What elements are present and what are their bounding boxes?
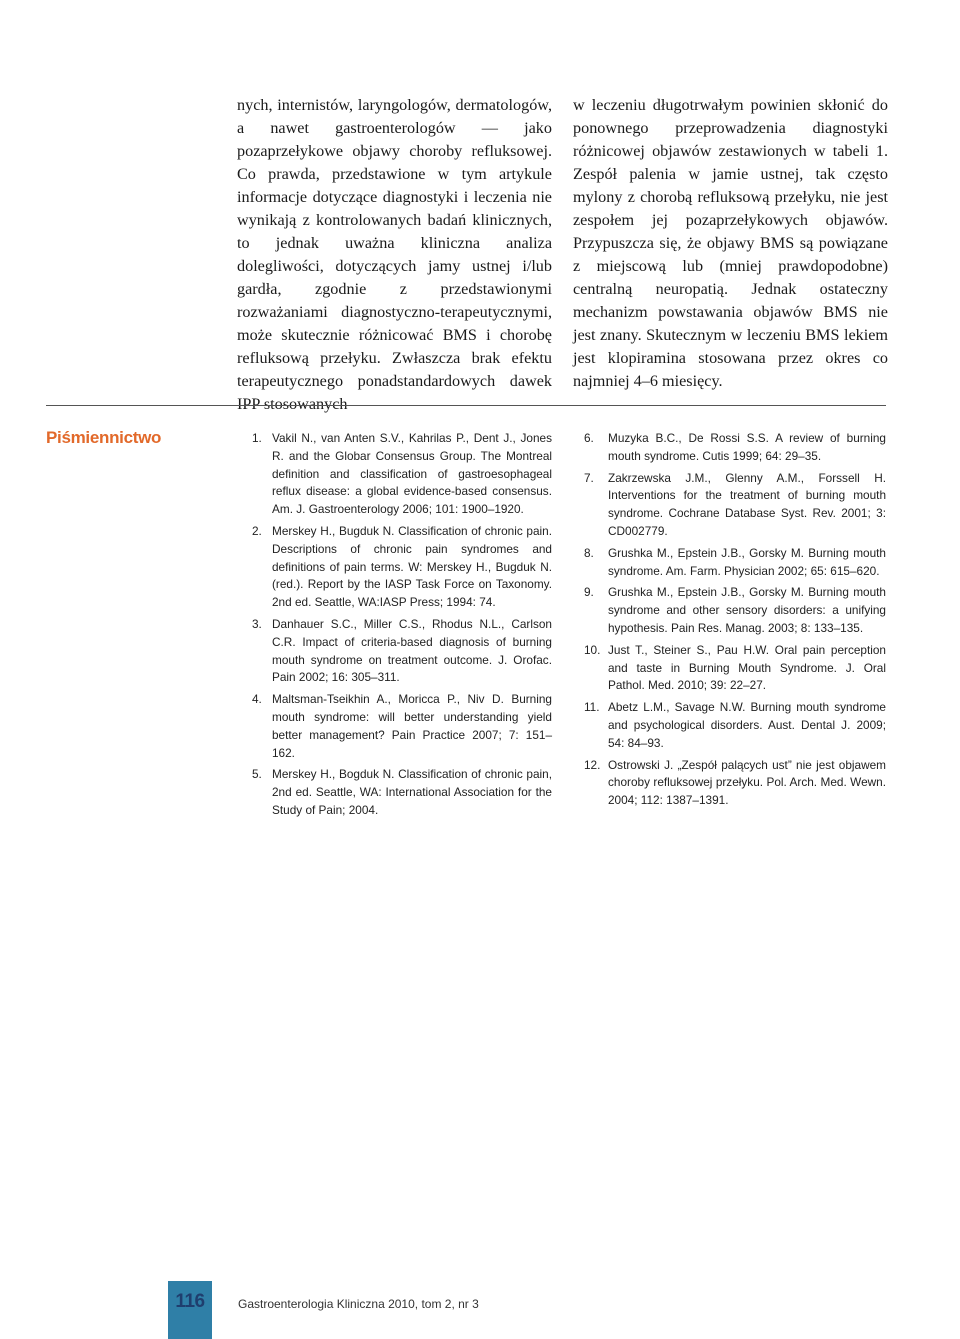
reference-number: 1. xyxy=(252,431,262,445)
reference-item xyxy=(584,470,886,541)
reference-item xyxy=(584,545,886,581)
reference-item xyxy=(252,430,552,519)
reference-item xyxy=(584,757,886,810)
reference-number: 2. xyxy=(252,523,262,538)
reference-number: 11. xyxy=(584,700,600,715)
reference-item xyxy=(252,766,552,819)
reference-text: Merskey H., Bugduk N. Classification of chronic pain. Descriptions of chronic pain syndromes and definitions of pain terms. W: Merskey H., Bugduk N. (red.). Report by the IASP Task Force on Taxonomy. 2nd ed. Seattle, WA:IASP Press; 1994: 74. xyxy=(272,523,552,610)
reference-text: Ostrowski J. „Zespół palących ust” nie jest objawem choroby refluksowej przełyku. Pol. Arch. Med. Wewn. 2004; 112: 1387–1391. xyxy=(608,757,886,808)
reference-item xyxy=(252,616,552,687)
reference-item xyxy=(584,642,886,695)
reference-text: Maltsman-Tseikhin A., Moricca P., Niv D. Burning mouth syndrome: will better understanding yield better management? Pain Practice 2007; 7: 151–162. xyxy=(272,692,552,760)
reference-number: 7. xyxy=(584,470,594,485)
references-list-left xyxy=(252,430,552,824)
reference-number: 9. xyxy=(584,585,594,600)
body-paragraph-left: nych, internistów, laryngologów, dermatologów, a nawet gastroenterologów — jako pozaprzełykowe objawy choroby refluksowej. Co prawda, przedstawione w tym artykule informacje dotyczące diagnostyki i leczenia nie wynikają z kontrolowanych badań klinicznych, to jednak uważna kliniczna analiza dolegliwości, dotyczących jamy ustnej i/lub gardła, zgodnie z przedstawionymi rozważaniami diagnostyczno-terapeutycznymi, może skutecznie różnicować BMS i chorobę refluksową przełyku. Zwłaszcza brak efektu terapeutycznego ponadstandardowych dawek IPP stosowanych xyxy=(237,96,552,413)
reference-text: Merskey H., Bogduk N. Classification of chronic pain, 2nd ed. Seattle, WA: International Association for the Study of Pain; 2004. xyxy=(272,767,552,817)
reference-item xyxy=(252,691,552,762)
reference-text: Danhauer S.C., Miller C.S., Rhodus N.L., Carlson C.R. Impact of criteria-based diagnosis of burning mouth syndrome on treatment outcome. J. Orofac. Pain 2002; 16: 305–311. xyxy=(272,616,552,685)
page-number: 116 xyxy=(175,1291,205,1312)
reference-text: Grushka M., Epstein J.B., Gorsky M. Burning mouth syndrome and other sensory disorders: a unifying hypothesis. Pain Res. Manag. 2003; 8: 133–135. xyxy=(608,585,886,635)
reference-number: 5. xyxy=(252,767,262,782)
reference-number: 8. xyxy=(584,545,594,560)
reference-text: Muzyka B.C., De Rossi S.S. A review of burning mouth syndrome. Cutis 1999; 64: 29–35. xyxy=(608,431,886,463)
references-heading: Piśmiennictwo xyxy=(46,428,162,447)
reference-number: 3. xyxy=(252,616,262,631)
reference-item xyxy=(584,584,886,637)
reference-item xyxy=(584,430,886,466)
body-paragraph-right: w leczeniu długotrwałym powinien skłonić do ponownego przeprowadzenia diagnostyki różnicowej objawów zestawionych w tabeli 1. Zespół palenia w jamie ustnej, tak często mylony z chorobą refluksową przełyku, nie jest zespołem jej pozaprzełykowych objawów. Przypuszcza się, że objawy BMS są powiązane z miejscową lub (mniej prawdopodobne) centralną neuropatią. Jednak ostateczny mechanizm powstawania objawów BMS nie jest znany. Skutecznym w leczeniu BMS lekiem jest klopiramina stosowana przez okres co najmniej 4–6 miesięcy. xyxy=(573,96,888,390)
reference-text: Zakrzewska J.M., Glenny A.M., Forssell H. Interventions for the treatment of burning mouth syndrome. Cochrane Database Syst. Rev. 2001; 3: CD002779. xyxy=(608,470,886,538)
body-column-right xyxy=(573,94,888,393)
body-column-left xyxy=(237,94,552,416)
reference-text: Abetz L.M., Savage N.W. Burning mouth syndrome and psychological disorders. Aust. Dental J. 2009; 54: 84–93. xyxy=(608,700,886,750)
reference-number: 12. xyxy=(584,757,601,772)
reference-text: Vakil N., van Anten S.V., Kahrilas P., Dent J., Jones R. and the Globar Consensus Group. The Montreal definition and classification of gastroesophageal reflux disease: a global evidence-based consensus. Am. J. Gastroenterology 2006; 101: 1900–1920. xyxy=(272,431,552,517)
reference-item xyxy=(252,523,552,612)
journal-citation: Gastroenterologia Kliniczna 2010, tom 2, nr 3 xyxy=(238,1297,479,1311)
reference-number: 6. xyxy=(584,431,594,445)
reference-item xyxy=(584,699,886,752)
references-list-right xyxy=(584,430,886,814)
reference-text: Just T., Steiner S., Pau H.W. Oral pain perception and taste in Burning Mouth Syndrome. J. Oral Pathol. Med. 2010; 39: 22–27. xyxy=(608,642,886,693)
reference-number: 4. xyxy=(252,692,262,707)
reference-text: Grushka M., Epstein J.B., Gorsky M. Burning mouth syndrome. Am. Farm. Physician 2002; 65: 615–620. xyxy=(608,545,886,578)
reference-number: 10. xyxy=(584,642,601,657)
section-divider xyxy=(46,405,886,406)
